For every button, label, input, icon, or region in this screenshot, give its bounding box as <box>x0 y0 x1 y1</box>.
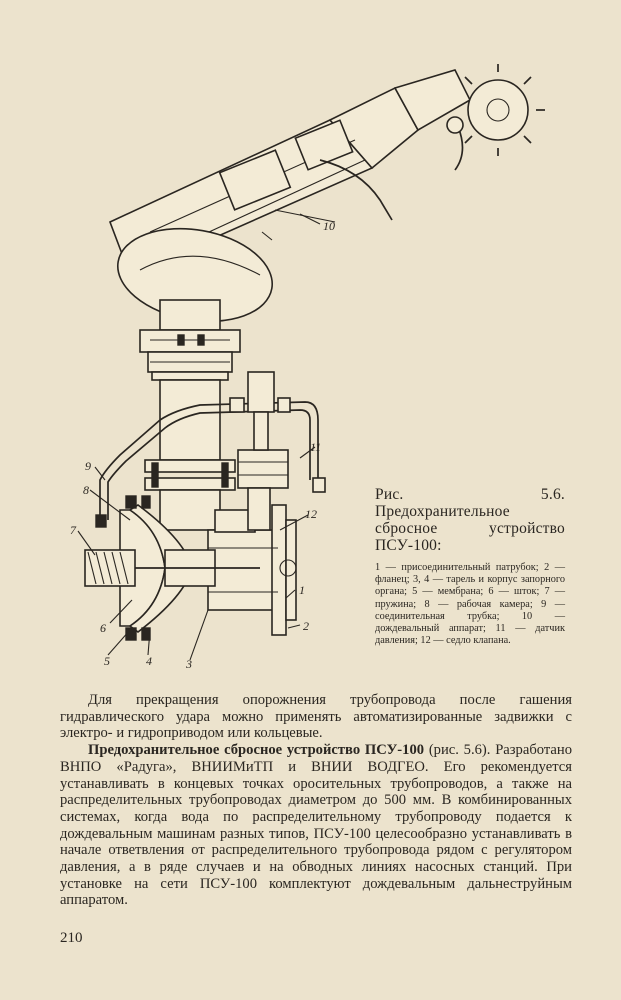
paragraph: Для прекращения опорожнения трубопровода после гашения гидравлического удара можно применять автоматизированные задвижки с электро- и гидроприводом или кольцевые. <box>60 692 572 742</box>
paragraph-text: (рис. 5.6). Разработано ВНПО «Радуга», ВНИИМиТП и ВНИИ ВОДГЕО. Его рекомендуется устанавливать в концевых точках оросительных трубопроводов, а также на распределительных трубопроводах диаметром до 500 мм. В комбинированных системах, когда вода по распределительному трубопроводу подается к дождевальным машинам разных типов, ПСУ-100 целесообразно устанавливать в начале ответвления от распределительного трубопровода рядом с регулятором давления, а в ряде случаев и на обводных линиях насосных станций. При установке на сети ПСУ-100 комплектуют дождевальным дальнеструйным аппаратом. <box>60 742 572 909</box>
part-label: 5 <box>104 654 110 668</box>
part-label: 3 <box>186 657 192 670</box>
part-label: 7 <box>70 523 76 537</box>
part-label: 12 <box>305 507 317 521</box>
part-label: 2 <box>303 619 309 633</box>
part-label: 10 <box>323 219 335 233</box>
part-label: 1 <box>299 583 305 597</box>
part-label: 11 <box>310 440 322 454</box>
paragraph <box>60 742 572 909</box>
part-label: 4 <box>146 654 152 668</box>
pressure-sensor <box>230 372 290 488</box>
caption-title: Рис. 5.6. Предохранительное сбросное устройство ПСУ-100: <box>375 486 565 554</box>
body-text <box>60 692 572 909</box>
valve-body <box>208 488 296 635</box>
figure-caption <box>375 486 565 647</box>
page-number: 210 <box>60 930 83 946</box>
part-label: 9 <box>85 459 91 473</box>
part-label: 8 <box>83 483 89 497</box>
sprinkler-gun <box>110 64 545 333</box>
part-label: 6 <box>100 621 106 635</box>
paragraph-heading: Предохранительное сбросное устройство ПСУ-100 <box>88 742 425 759</box>
caption-legend: 1 — присоединительный патрубок; 2 — фланец; 3, 4 — тарель и корпус запорного органа; 5 — мембрана; 6 — шток; 7 — пружина; 8 — рабочая камера; 9 — соединительная трубка; 10 — дождевальный аппарат; 11 — датчик давления; 12 — седло клапана. <box>375 562 565 647</box>
